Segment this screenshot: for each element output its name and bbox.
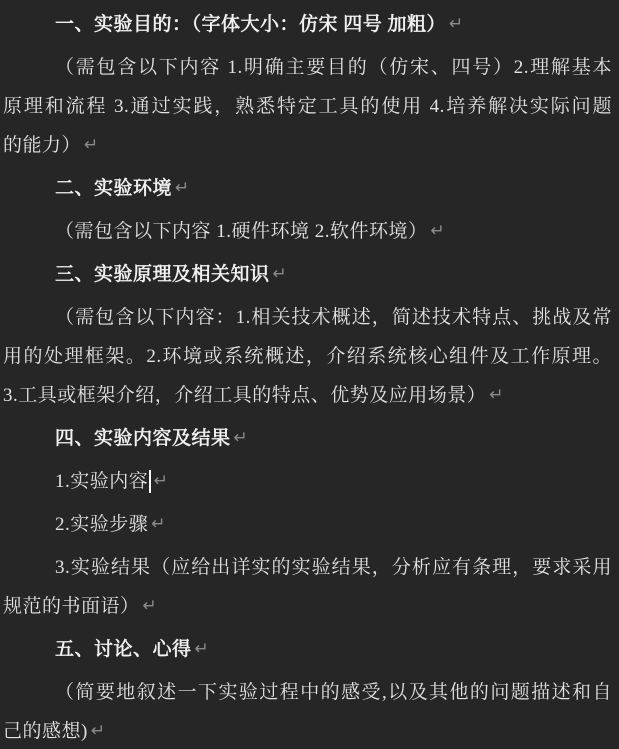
document-line[interactable] (3, 168, 612, 207)
document-line[interactable] (3, 211, 612, 250)
document-line[interactable] (3, 336, 612, 375)
line-text: 己的感想) (3, 721, 88, 743)
line-text: （需包含以下内容 1.明确主要目的（仿宋、四号）2.理解基本 (55, 57, 612, 79)
paragraph-mark-icon: ↵ (272, 264, 287, 285)
line-text: 的能力） (3, 135, 82, 157)
line-text: 3.实验结果（应给出详实的实验结果，分析应有条理，要求采用 (55, 557, 612, 579)
paragraph-mark-icon: ↵ (142, 596, 157, 617)
paragraph (3, 47, 612, 164)
paragraph (3, 254, 612, 293)
document-line[interactable] (3, 629, 612, 668)
paragraph (3, 4, 612, 43)
line-text: 五、讨论、心得 (55, 639, 192, 661)
document-line[interactable] (3, 504, 612, 543)
line-text: 用的处理框架。2.环境或系统概述，介绍系统核心组件及工作原理。 (3, 346, 612, 368)
line-text: 1.实验内容 (55, 471, 149, 493)
line-text: 一、实验目的：（字体大小：仿宋 四号 加粗） (55, 14, 447, 36)
document-line[interactable] (3, 711, 612, 749)
document-line[interactable] (3, 547, 612, 586)
paragraph (3, 211, 612, 250)
document-line[interactable] (3, 47, 612, 86)
line-text: （需包含以下内容：1.相关技术概述，简述技术特点、挑战及常 (55, 307, 612, 329)
paragraph-mark-icon: ↵ (194, 639, 209, 660)
paragraph (3, 461, 612, 500)
paragraph-mark-icon: ↵ (151, 514, 166, 535)
paragraph (3, 629, 612, 668)
line-text: 三、实验原理及相关知识 (55, 264, 270, 286)
line-text: 二、实验环境 (55, 178, 173, 200)
document-line[interactable] (3, 461, 612, 500)
paragraph (3, 504, 612, 543)
document-line[interactable] (3, 254, 612, 293)
paragraph-mark-icon: ↵ (84, 135, 99, 156)
paragraph-mark-icon: ↵ (489, 385, 504, 406)
paragraph (3, 168, 612, 207)
paragraph (3, 297, 612, 414)
paragraph-mark-icon: ↵ (175, 178, 190, 199)
line-text: 规范的书面语） (3, 596, 140, 618)
document-line[interactable] (3, 297, 612, 336)
document-line[interactable] (3, 418, 612, 457)
document-content (3, 4, 612, 749)
paragraph (3, 547, 612, 625)
document-line[interactable] (3, 586, 612, 625)
line-text: 原理和流程 3.通过实践，熟悉特定工具的使用 4.培养解决实际问题 (3, 96, 612, 118)
line-text: （需包含以下内容 1.硬件环境 2.软件环境） (55, 221, 428, 243)
paragraph (3, 418, 612, 457)
document-line[interactable] (3, 672, 612, 711)
paragraph (3, 672, 612, 749)
document-line[interactable] (3, 4, 612, 43)
text-cursor (149, 470, 151, 493)
line-text: 2.实验步骤 (55, 514, 149, 536)
paragraph-mark-icon: ↵ (430, 221, 445, 242)
line-text: 四、实验内容及结果 (55, 428, 231, 450)
paragraph-mark-icon: ↵ (449, 14, 464, 35)
paragraph-mark-icon: ↵ (233, 428, 248, 449)
paragraph-mark-icon: ↵ (90, 721, 106, 742)
line-text: （简要地叙述一下实验过程中的感受,以及其他的问题描述和自 (55, 682, 612, 704)
line-text: 3.工具或框架介绍，介绍工具的特点、优势及应用场景） (3, 385, 487, 407)
document-line[interactable] (3, 86, 612, 125)
paragraph-mark-icon: ↵ (153, 471, 169, 492)
document-line[interactable] (3, 375, 612, 414)
document-line[interactable] (3, 125, 612, 164)
